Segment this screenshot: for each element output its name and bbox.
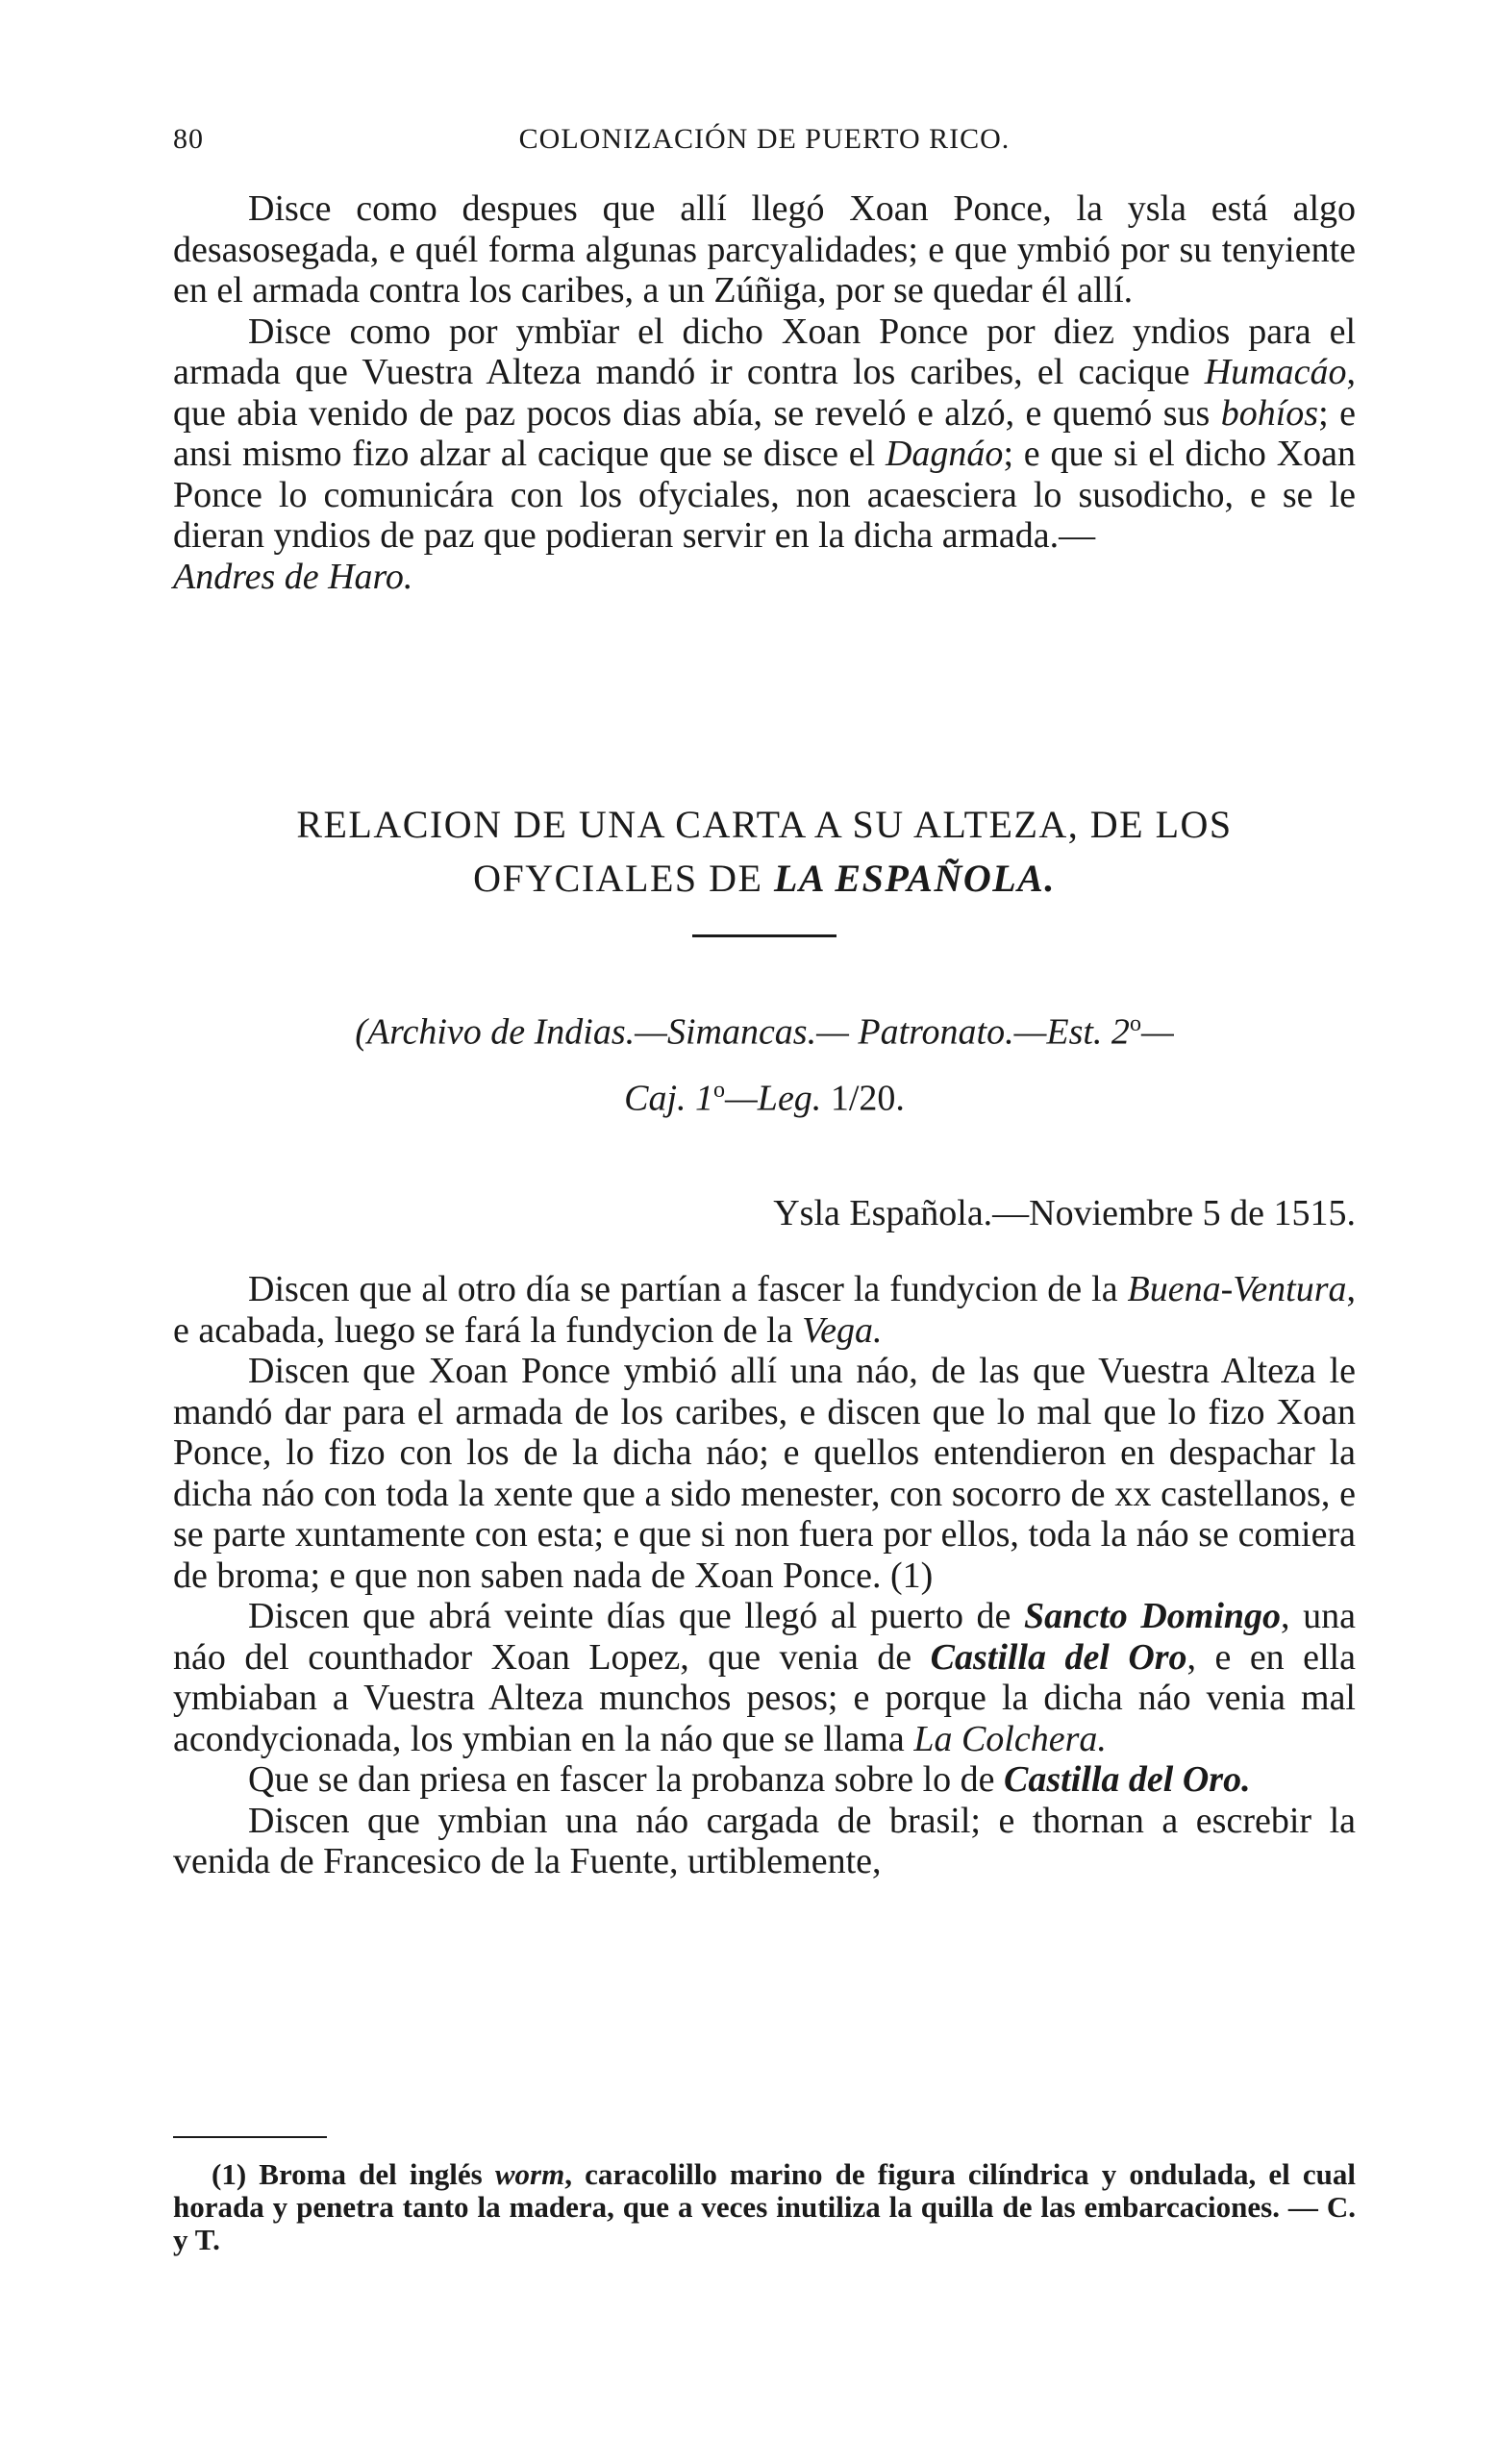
italic-place: Castilla del Oro. bbox=[1004, 1759, 1251, 1800]
archive-text: — bbox=[1140, 1011, 1174, 1053]
archive-line-2 bbox=[173, 1061, 1356, 1128]
italic-place: Sancto Domingo bbox=[1024, 1596, 1282, 1636]
ordinal-mark: o bbox=[713, 1077, 726, 1103]
paragraph bbox=[173, 1759, 1356, 1801]
signature-text: Andres de Haro. bbox=[173, 556, 413, 597]
heading-line-2 bbox=[173, 852, 1356, 906]
italic-place: Castilla del Oro bbox=[930, 1636, 1187, 1678]
heading-rule bbox=[692, 934, 836, 937]
footnote-text: , caracolillo marino de figura cilíndrica y ondulada, el cual horada y penetra tanto la madera, que a veces inutiliza la quilla de las embarcaciones. — C. y T. bbox=[173, 2157, 1357, 2256]
italic-ship: La Colchera. bbox=[913, 1718, 1107, 1759]
archive-number: 1/20. bbox=[830, 1078, 905, 1119]
archive-text: Caj. 1 bbox=[624, 1078, 714, 1119]
paragraph bbox=[173, 311, 1356, 557]
italic-name: Dagnáo bbox=[885, 434, 1004, 474]
archive-text: —Leg. bbox=[725, 1078, 831, 1119]
heading-text: OFYCIALES DE bbox=[473, 857, 774, 900]
ordinal-mark: o bbox=[1129, 1011, 1141, 1036]
italic-place: Vega. bbox=[802, 1309, 883, 1351]
dateline: Ysla Española.—Noviembre 5 de 1515. bbox=[773, 1193, 1356, 1233]
section-one bbox=[173, 188, 1356, 597]
section-two bbox=[173, 1269, 1356, 1882]
heading-italic: LA ESPAÑOLA. bbox=[773, 857, 1056, 900]
text-run: , e en ella ymbiaban a Vuestra Alteza munchos pesos; e porque la dicha náo venia mal acondycionada, los ymbian en la náo que se llama bbox=[173, 1636, 1356, 1759]
signature bbox=[173, 557, 1356, 598]
text-run: ; e que si el dicho Xoan Ponce lo comunicára con los ofyciales, non acaesciera lo susodicho, e se le dieran yndios de paz que podieran servir en la dicha armada.— bbox=[173, 434, 1356, 556]
text-run: Que se dan priesa en fascer la probanza sobre lo de bbox=[248, 1759, 1005, 1800]
text-run: , e acabada, luego se fará la fundycion de la bbox=[173, 1269, 1356, 1351]
text-run: Discen que abrá veinte días que llegó al puerto de bbox=[248, 1596, 1025, 1636]
text-run: ; e ansi mismo fizo alzar al cacique que se disce el bbox=[173, 392, 1356, 474]
paragraph bbox=[173, 1269, 1356, 1351]
footnote bbox=[173, 2158, 1356, 2256]
italic-place: Buena-Ventura bbox=[1127, 1269, 1347, 1309]
text-run: Disce como por ymbïar el dicho Xoan Ponce por diez yndios para el armada que Vuestra Alteza mandó ir contra los caribes, el cacique bbox=[173, 311, 1356, 392]
text-run: Discen que al otro día se partían a fascer la fundycion de la bbox=[248, 1269, 1128, 1309]
paragraph: Disce como despues que allí llegó Xoan Ponce, la ysla está algo desasosegada, e quél forma algunas parcyalidades; e que ymbió por su tenyiente en el armada contra los caribes, a un Zúñiga, por se quedar él allí. bbox=[173, 188, 1356, 311]
section-heading bbox=[173, 798, 1356, 906]
paragraph: Discen que ymbian una náo cargada de brasil; e thornan a escrebir la venida de Francesico de la Fuente, urtiblemente, bbox=[173, 1800, 1356, 1881]
paragraph bbox=[173, 1596, 1356, 1759]
text-run: , una náo del counthador Xoan Lopez, que venia de bbox=[173, 1596, 1356, 1678]
archive-text: (Archivo de Indias.—Simancas.— Patronato.—Est. 2 bbox=[355, 1011, 1130, 1053]
paragraph: Discen que Xoan Ponce ymbió allí una náo, de las que Vuestra Alteza le mandó dar para el armada de los caribes, e discen que lo mal que lo fizo Xoan Ponce, lo fizo con los de la dicha náo; e quellos entendieron en despachar la dicha náo con toda la xente que a sido menester, con socorro de xx castellanos, e se parte xuntamente con esta; e que si non fuera por ellos, toda la náo se comiera de broma; e que non saben nada de Xoan Ponce. (1) bbox=[173, 1351, 1356, 1596]
italic-name: Humacáo bbox=[1204, 352, 1347, 392]
footnote-text: (1) Broma del inglés bbox=[212, 2157, 495, 2191]
running-title: COLONIZACIÓN DE PUERTO RICO. bbox=[518, 123, 1011, 155]
footnote-italic: worm bbox=[494, 2157, 565, 2191]
italic-term: bohíos bbox=[1220, 392, 1319, 434]
heading-line-1: RELACION DE UNA CARTA A SU ALTEZA, DE LOS bbox=[296, 803, 1233, 846]
archive-line-1 bbox=[173, 995, 1356, 1061]
text-run: , que abia venido de paz pocos dias abía, se reveló e alzó, e quemó sus bbox=[173, 352, 1356, 434]
page-header bbox=[173, 123, 1356, 171]
page-number: 80 bbox=[173, 123, 204, 155]
archive-reference bbox=[173, 995, 1356, 1127]
footnote-rule bbox=[173, 2136, 327, 2138]
